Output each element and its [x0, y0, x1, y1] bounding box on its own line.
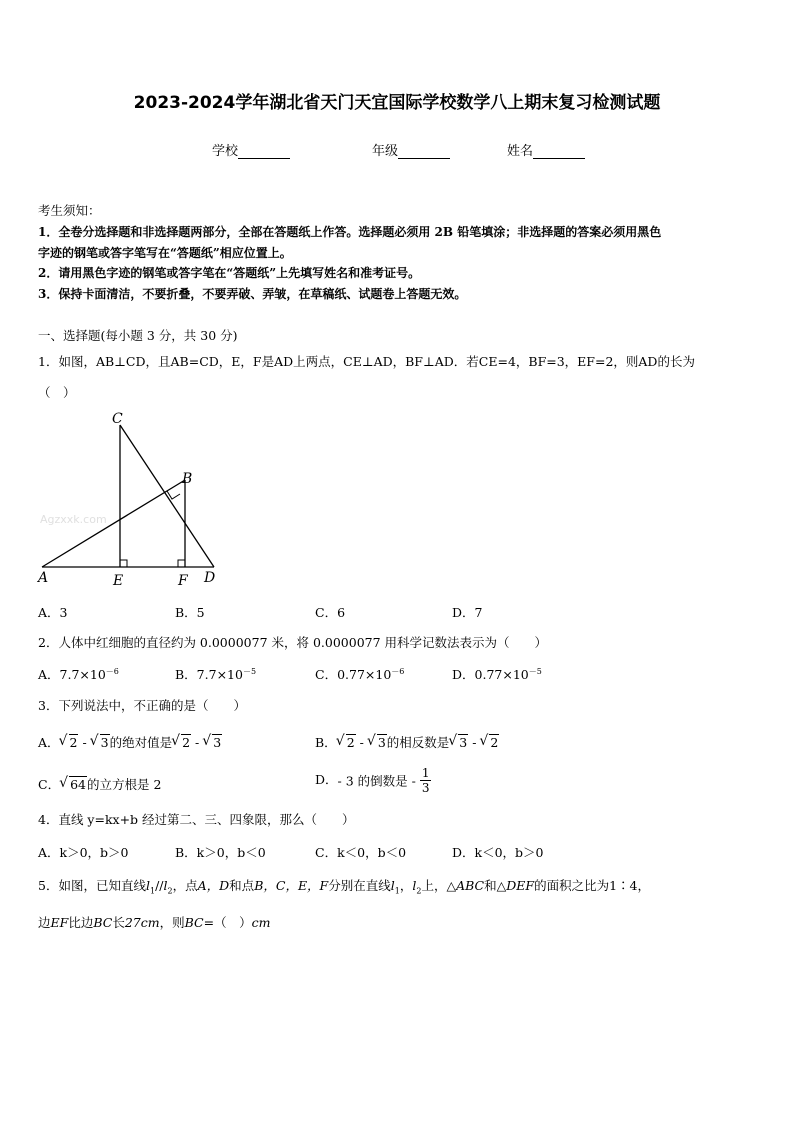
q1-figure — [30, 405, 230, 595]
label-f: F — [178, 573, 188, 589]
q1-blank: （ ） — [38, 385, 76, 400]
grade-field[interactable] — [372, 140, 450, 159]
q4-option-d[interactable]: D．k＜0，b＞0 — [452, 845, 544, 860]
q3-option-c[interactable]: C．√ 64的立方根是 2 — [38, 775, 161, 793]
q3-option-d[interactable]: D．- 3 的倒数是 - $\frac{1}{3}$ — [315, 766, 430, 795]
name-label: 姓名 — [507, 144, 534, 159]
label-e: E — [113, 573, 124, 589]
right-angle-f — [178, 560, 185, 567]
right-angle-e — [120, 560, 127, 567]
name-blank[interactable] — [533, 144, 585, 159]
q1-option-b[interactable]: B．5 — [175, 605, 205, 620]
notice-line-3: 3．保持卡面清洁，不要折叠，不要弄破、弄皱，在草稿纸、试题卷上答题无效。 — [38, 287, 467, 301]
label-c: C — [112, 411, 123, 427]
section-heading: 一、选择题(每小题 3 分，共 30 分) — [38, 328, 238, 343]
grade-label: 年级 — [372, 144, 399, 159]
figure-watermark: Agzxxk.com — [40, 513, 107, 526]
notice-line-2: 2．请用黑色字迹的钢笔或答字笔在“答题纸”上先填写姓名和准考证号。 — [38, 266, 421, 280]
q3-option-b[interactable]: B．√ 2 - √ 3的相反数是√ 3 - √ 2 — [315, 733, 499, 751]
school-blank[interactable] — [238, 144, 290, 159]
q1-option-a[interactable]: A．3 — [38, 605, 68, 620]
notice-line-1a: 1．全卷分选择题和非选择题两部分，全部在答题纸上作答。选择题必须用 2B 铅笔填涂；非选择题的答案必须用黑色 — [38, 225, 662, 239]
label-d: D — [204, 570, 216, 586]
page-title: 2023-2024学年湖北省天门天宜国际学校数学八上期末复习检测试题 — [133, 93, 661, 113]
school-field[interactable] — [212, 140, 290, 159]
q1-option-c[interactable]: C．6 — [315, 605, 346, 620]
label-b: B — [182, 471, 193, 487]
q4-option-c[interactable]: C．k＜0，b＜0 — [315, 845, 407, 860]
label-a: A — [38, 570, 49, 586]
school-label: 学校 — [212, 144, 239, 159]
q1-option-d[interactable]: D．7 — [452, 605, 483, 620]
q1-stem: 1．如图，AB⊥CD，且AB=CD，E，F是AD上两点，CE⊥AD，BF⊥AD．若CE=4，BF=3，EF=2，则AD的长为 — [38, 354, 695, 369]
notice-heading: 考生须知： — [38, 203, 101, 218]
q2-option-d[interactable]: D．$0.77\times 10^{-5}$ — [452, 667, 542, 682]
q2-option-b[interactable]: B．$7.7\times 10^{-5}$ — [175, 667, 257, 682]
q5-stem-line-2: 边EF比边BC长27cm，则BC=（ ）cm — [38, 915, 271, 930]
grade-blank[interactable] — [398, 144, 450, 159]
q3-stem: 3．下列说法中，不正确的是（ ） — [38, 698, 246, 713]
q2-stem: 2．人体中红细胞的直径约为 0.0000077 米，将 0.0000077 用科学记数法表示为（ ） — [38, 635, 548, 650]
name-field[interactable] — [507, 140, 585, 159]
notice-line-1b: 字迹的钢笔或答字笔写在“答题纸”相应位置上。 — [38, 246, 292, 260]
q2-option-c[interactable]: C．$0.77\times 10^{-6}$ — [315, 667, 405, 682]
q5-stem-line-1: 5．如图，已知直线$l_1//l_2$，点A，D和点B，C，E，F分别在直线$l_1$，$l_2$上，△ABC和△DEF的面积之比为1∶4， — [38, 878, 650, 896]
segment-cd — [120, 425, 214, 567]
q4-option-a[interactable]: A．k＞0，b＞0 — [38, 845, 129, 860]
q2-option-a[interactable]: A．$7.7\times 10^{-6}$ — [38, 667, 119, 682]
q4-option-b[interactable]: B．k＞0，b＜0 — [175, 845, 266, 860]
q4-stem: 4．直线 y=kx+b 经过第二、三、四象限，那么（ ） — [38, 812, 355, 827]
q3-option-a[interactable]: A．√ 2 - √ 3的绝对值是√ 2 - √ 3 — [38, 733, 222, 751]
